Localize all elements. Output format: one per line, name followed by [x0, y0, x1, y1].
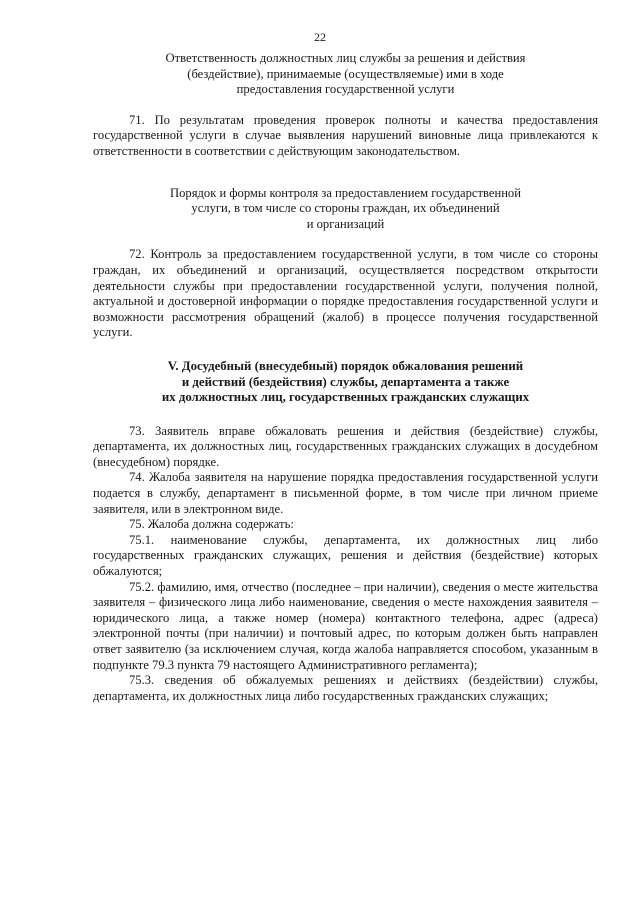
paragraph-75-1: 75.1. наименование службы, департамента, их должностных лиц либо государственных гражданских служащих, решения и действия (бездействие) которых обжалуются; — [93, 532, 598, 579]
section-v-heading — [93, 359, 598, 406]
heading-responsibility — [93, 51, 598, 98]
page-content — [93, 51, 598, 704]
paragraph-73: 73. Заявитель вправе обжаловать решения и действия (бездействие) службы, департамента, их должностных лиц, государственных гражданских служащих в досудебном (внесудебном) порядке. — [93, 423, 598, 469]
heading-line: услуги, в том числе со стороны граждан, их объединений — [191, 201, 500, 216]
heading-line: V. Досудебный (внесудебный) порядок обжалования решений — [167, 358, 524, 373]
paragraph-74: 74. Жалоба заявителя на нарушение порядка предоставления государственной услуги подается в службу, департамент в письменной форме, в том числе при личном приеме заявителя, или в электронном виде. — [93, 470, 598, 516]
heading-line: их должностных лиц, государственных гражданских служащих — [161, 390, 530, 405]
heading-control — [93, 186, 598, 233]
heading-line: Порядок и формы контроля за предоставлением государственной — [170, 185, 521, 200]
paragraph-75-3: 75.3. сведения об обжалуемых решениях и действиях (бездействии) службы, департамента, их должностных лица либо государственных гражданских служащих; — [93, 673, 598, 703]
page-number: 22 — [314, 30, 326, 44]
paragraph-75-2: 75.2. фамилию, имя, отчество (последнее – при наличии), сведения о месте жительства заявителя – физического лица либо наименование, сведения о месте нахождения заявителя – юридического лица, а также номер (номера) контактного телефона, адрес (адреса) электронной почты (при наличии) и почтовый адрес, по которым должен быть направлен ответ заявителю (за исключением случая, когда жалоба направляется способом, указанным в подпункте 79.3 пункта 79 настоящего Административного регламента); — [93, 579, 598, 672]
heading-line: (бездействие), принимаемые (осуществляемые) ими в ходе — [187, 66, 504, 81]
heading-line: и действий (бездействия) службы, департамента а также — [181, 374, 510, 389]
heading-line: предоставления государственной услуги — [236, 82, 455, 97]
heading-line: и организаций — [306, 216, 385, 231]
paragraph-72: 72. Контроль за предоставлением государственной услуги, в том числе со стороны граждан, их объединений и организаций, осуществляется посредством открытости деятельности службы при предоставлении государственной услуги, получения полной, актуальной и достоверной информации о порядке предоставления государственной услуги и возможности рассмотрения обращений (жалоб) в процессе получения государственной услуги. — [93, 247, 598, 340]
paragraph-75: 75. Жалоба должна содержать: — [129, 517, 294, 532]
paragraph-71: 71. По результатам проведения проверок полноты и качества предоставления государственной услуги в случае выявления нарушений виновные лица привлекаются к ответственности в соответствии с действующим законодательством. — [93, 112, 598, 158]
heading-line: Ответственность должностных лиц службы за решения и действия — [165, 51, 526, 65]
